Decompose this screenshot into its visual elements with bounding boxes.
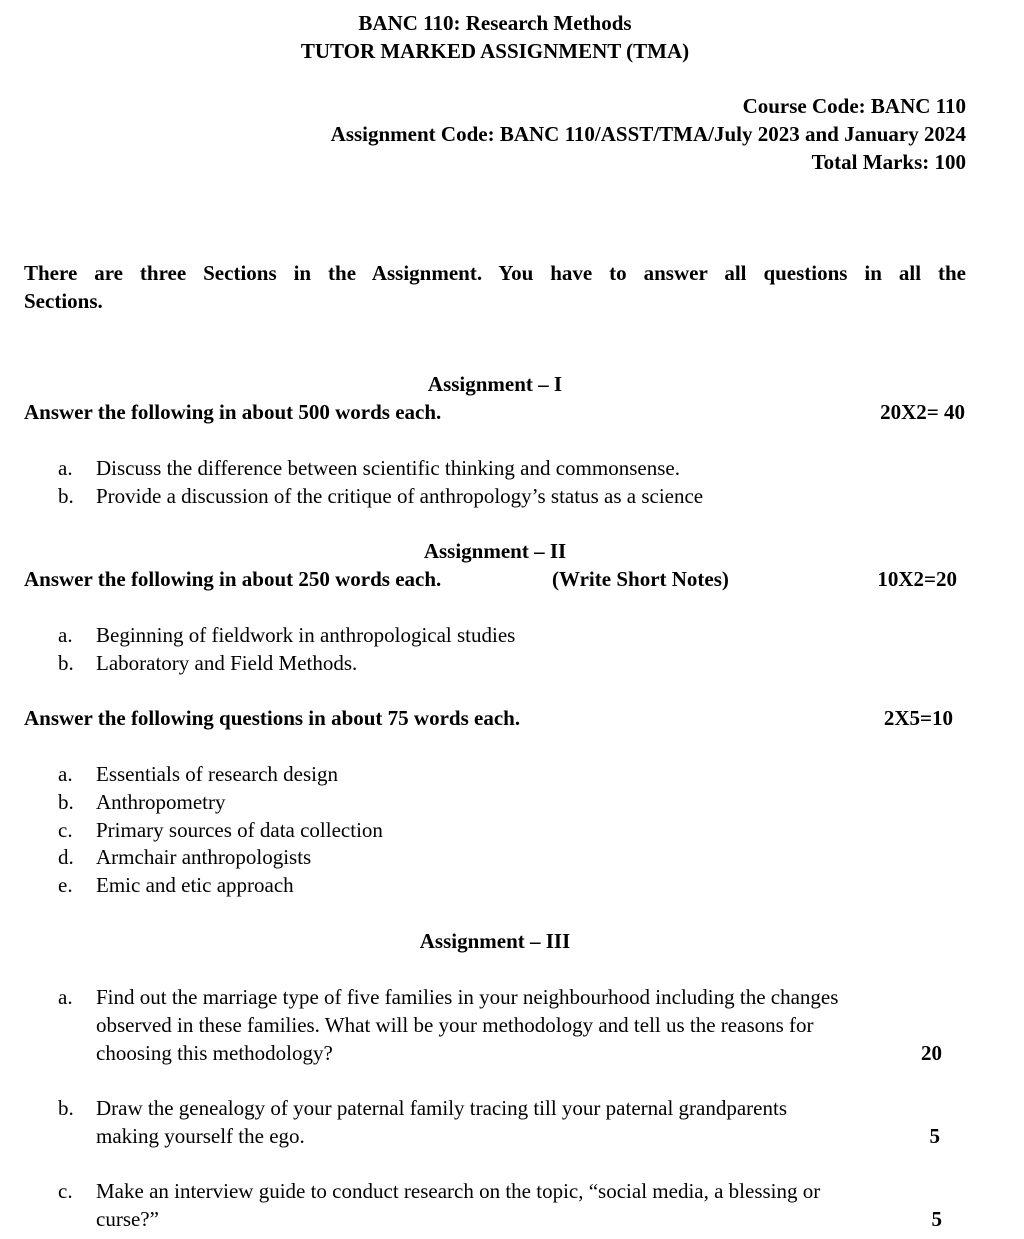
course-title: BANC 110: Research Methods	[358, 11, 632, 35]
question-line: curse?”	[96, 1207, 159, 1231]
assignment-2-heading: Assignment – II	[423, 539, 567, 563]
question-line: Make an interview guide to conduct research on the topic, “social media, a blessing or	[96, 1179, 821, 1203]
question-marks: 5	[929, 1124, 940, 1148]
assignment-2-instruction: Answer the following in about 250 words each.	[24, 567, 442, 591]
assignment-3-heading: Assignment – III	[419, 929, 571, 953]
list-marker: b.	[58, 484, 74, 508]
question-marker: c.	[58, 1179, 73, 1203]
question-line: observed in these families. What will be your methodology and tell us the reasons for	[96, 1013, 814, 1037]
list-text: Beginning of fieldwork in anthropological studies	[96, 623, 516, 647]
list-text: Provide a discussion of the critique of anthropology’s status as a science	[96, 484, 704, 508]
intro-line-1: There are three Sections in the Assignment. You have to answer all questions in all the	[24, 261, 966, 285]
question-line: choosing this methodology?	[96, 1041, 333, 1065]
assignment-2-marks: 10X2=20	[877, 567, 957, 591]
assignment-code: Assignment Code: BANC 110/ASST/TMA/July 2023 and January 2024	[330, 122, 966, 146]
list-marker: a.	[58, 762, 73, 786]
list-text: Essentials of research design	[96, 762, 339, 786]
list-marker: a.	[58, 623, 73, 647]
list-text: Discuss the difference between scientific thinking and commonsense.	[96, 456, 680, 480]
question-marks: 5	[931, 1207, 942, 1231]
total-marks: Total Marks: 100	[811, 150, 966, 174]
list-text: Primary sources of data collection	[96, 818, 383, 842]
question-marker: a.	[58, 985, 73, 1009]
question-line: Draw the genealogy of your paternal family tracing till your paternal grandparents	[96, 1096, 787, 1120]
assignment-1-heading: Assignment – I	[427, 372, 563, 396]
question-marker: b.	[58, 1096, 74, 1120]
question-b	[58, 1094, 948, 1150]
list-marker: b.	[58, 790, 74, 814]
list-marker: d.	[58, 845, 74, 869]
question-c	[58, 1177, 948, 1233]
question-marks: 20	[921, 1041, 942, 1065]
list-marker: e.	[58, 873, 73, 897]
list-text: Armchair anthropologists	[96, 845, 312, 869]
tma-subtitle: TUTOR MARKED ASSIGNMENT (TMA)	[300, 39, 690, 63]
assignment-2-note: (Write Short Notes)	[552, 567, 729, 591]
assignment-1-instruction: Answer the following in about 500 words each.	[24, 400, 442, 424]
list-text: Emic and etic approach	[96, 873, 294, 897]
list-marker: a.	[58, 456, 73, 480]
list-text: Laboratory and Field Methods.	[96, 651, 358, 675]
short-questions-instruction: Answer the following questions in about 75 words each.	[24, 706, 521, 730]
question-a	[58, 983, 948, 1067]
list-text: Anthropometry	[96, 790, 226, 814]
intro-line-2: Sections.	[24, 289, 103, 313]
question-line: Find out the marriage type of five families in your neighbourhood including the changes	[96, 985, 839, 1009]
short-questions-marks: 2X5=10	[883, 706, 953, 730]
question-line: making yourself the ego.	[96, 1124, 305, 1148]
course-code: Course Code: BANC 110	[742, 94, 966, 118]
list-marker: b.	[58, 651, 74, 675]
list-marker: c.	[58, 818, 73, 842]
assignment-1-marks: 20X2= 40	[880, 400, 965, 424]
